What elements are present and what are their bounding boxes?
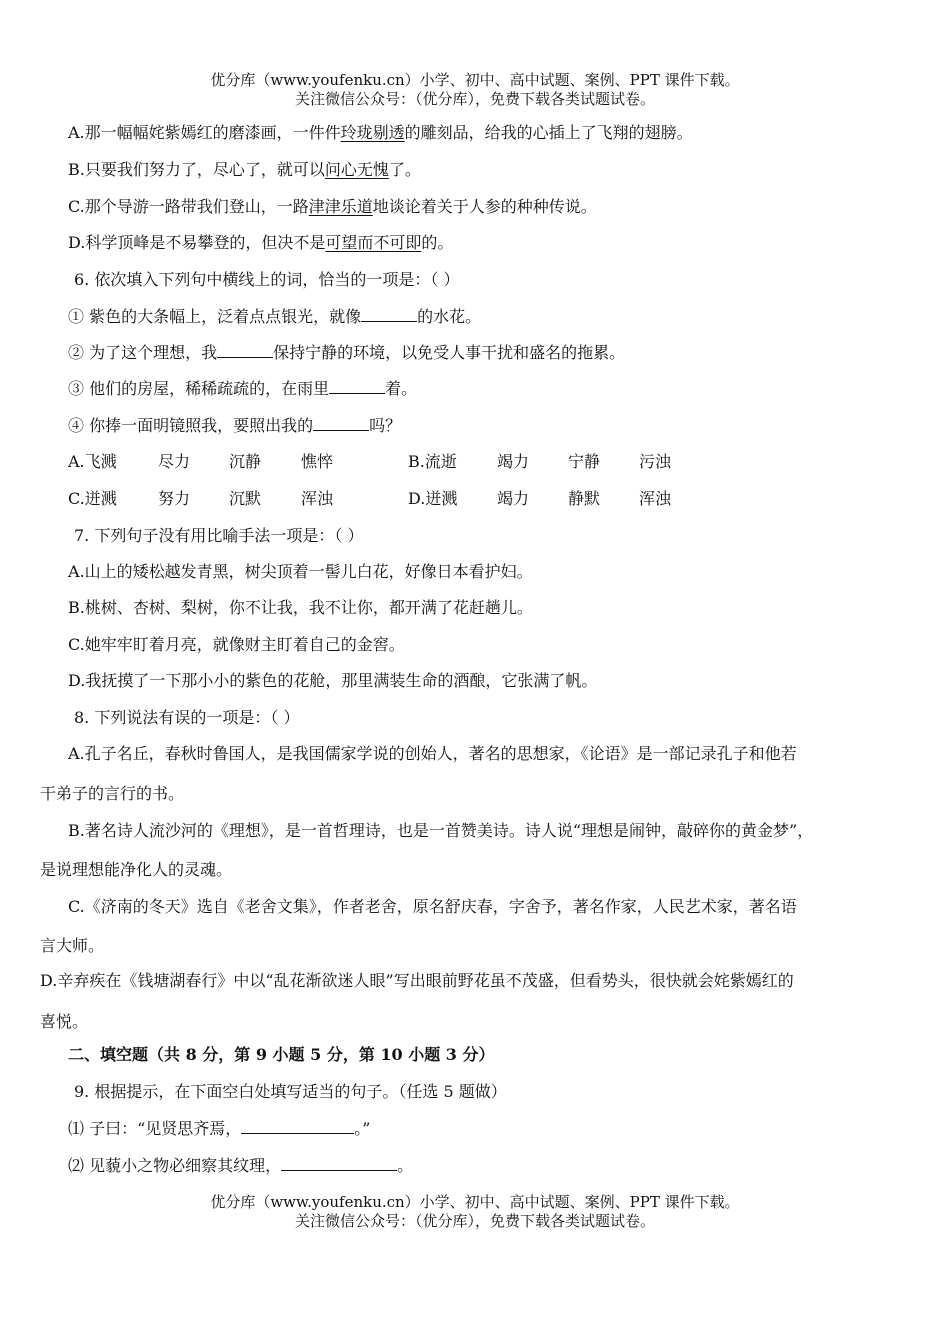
q6-option-b-word-3: 宁静 (568, 452, 601, 471)
q5-a-underlined: 玲珑剔透 (340, 123, 405, 142)
q6-sentence-4 (68, 415, 401, 437)
q8-option-c-line-1[interactable]: C.《济南的冬天》选自《老舍文集》，作者老舍，原名舒庆春，字舍予，著名作家，人民艺术家，著名语 (68, 897, 797, 916)
q6-s2-text: ② 为了这个理想，我 (68, 343, 218, 362)
q8-option-b-line-2: 是说理想能净化人的灵魂。 (40, 860, 233, 879)
q9-item-1 (68, 1118, 370, 1140)
q6-option-b-word-4: 污浊 (639, 452, 672, 471)
footer-line-2: 关注微信公众号：（优分库），免费下载各类试题试卷。 (294, 1212, 655, 1230)
q8-option-d-line-2: 喜悦。 (40, 1012, 89, 1031)
q9-i1-text-end: 。” (354, 1119, 371, 1138)
q7-option-c[interactable]: C.她牢牢盯着月亮，就像财主盯着自己的金窖。 (68, 635, 405, 654)
q9-stem: 9. 根据提示，在下面空白处填写适当的句子。（任选 5 题做） (74, 1082, 507, 1101)
q6-s2-blank[interactable] (217, 342, 273, 358)
q5-option-b (68, 159, 421, 181)
q8-option-a-line-1[interactable]: A.孔子名丘，春秋时鲁国人，是我国儒家学说的创始人，著名的思想家，《论语》是一部记录孔子和他若 (68, 744, 797, 763)
q7-stem: 7. 下列句子没有用比喻手法一项是：（ ） (74, 526, 364, 545)
q5-c-text-end: 地谈论着关于人参的种种传说。 (372, 197, 597, 216)
page-footer (0, 1193, 950, 1231)
q5-d-text: D.科学顶峰是不易攀登的，但决不是 (68, 233, 326, 252)
q6-option-d-word-2: 竭力 (497, 489, 530, 508)
q8-option-d-line-1[interactable]: D.辛弃疾在《钱塘湖春行》中以“乱花渐欲迷人眼”写出眼前野花虽不茂盛，但看势头，很快就会姹紫嫣红的 (40, 971, 794, 990)
q6-s4-text: ④ 你捧一面明镜照我，要照出我的 (68, 416, 314, 435)
q6-stem: 6. 依次填入下列句中横线上的词，恰当的一项是：（ ） (74, 270, 460, 289)
q5-b-text-end: 了。 (388, 160, 421, 179)
q6-s3-blank[interactable] (329, 378, 385, 394)
q6-sentence-3 (68, 378, 417, 400)
q5-option-a (68, 122, 693, 144)
q6-s1-text-end: 的水花。 (417, 307, 482, 326)
q6-option-c-word-4: 浑浊 (301, 489, 334, 508)
q6-option-a-word-2: 尽力 (158, 452, 191, 471)
q7-option-b[interactable]: B.桃树、杏树、梨树，你不让我，我不让你，都开满了花赶趟儿。 (68, 598, 533, 617)
q5-a-text: A.那一幅幅姹紫嫣红的磨漆画，一件件 (68, 123, 341, 142)
q5-option-d (68, 232, 453, 254)
q6-sentence-1 (68, 306, 481, 328)
q6-option-b-label[interactable]: B.流逝 (408, 452, 457, 471)
q5-c-text: C.那个导游一路带我们登山，一路 (68, 197, 309, 216)
header-line-1: 优分库（www.youfenku.cn）小学、初中、高中试题、案例、PPT 课件下载。 (210, 71, 740, 89)
q6-option-b-word-2: 竭力 (497, 452, 530, 471)
q8-option-b-line-1[interactable]: B.著名诗人流沙河的《理想》，是一首哲理诗，也是一首赞美诗。诗人说“理想是闹钟，敲碎你的黄金梦”， (68, 821, 814, 840)
q6-s4-text-end: 吗？ (369, 416, 402, 435)
q6-sentence-2 (68, 342, 625, 364)
q6-option-a-word-3: 沉静 (229, 452, 262, 471)
q7-option-a[interactable]: A.山上的矮松越发青黑，树尖顶着一髻儿白花，好像日本看护妇。 (68, 562, 533, 581)
q9-i2-text: ⑵ 见藐小之物必细察其纹理， (68, 1156, 282, 1175)
q6-option-a-word-4: 憔悴 (301, 452, 334, 471)
q7-option-d[interactable]: D.我抚摸了一下那小小的紫色的花舱，那里满装生命的酒酿，它张满了帆。 (68, 671, 598, 690)
q6-s3-text-end: 着。 (385, 379, 418, 398)
q8-option-a-line-2: 干弟子的言行的书。 (40, 784, 185, 803)
q5-d-text-end: 的。 (421, 233, 454, 252)
q9-i1-text: ⑴ 子曰：“见贤思齐焉， (68, 1119, 242, 1138)
section-2-title: 二、填空题（共 8 分，第 9 小题 5 分，第 10 小题 3 分） (68, 1045, 495, 1064)
q6-s1-blank[interactable] (361, 306, 417, 322)
q5-option-c (68, 196, 597, 218)
page-header (0, 71, 950, 109)
q5-b-text: B.只要我们努力了，尽心了，就可以 (68, 160, 325, 179)
q8-option-c-line-2: 言大师。 (40, 936, 105, 955)
q6-option-a-label[interactable]: A.飞溅 (68, 452, 117, 471)
q6-option-d-word-3: 静默 (568, 489, 601, 508)
q6-s4-blank[interactable] (313, 415, 369, 431)
q5-b-underlined: 问心无愧 (324, 160, 389, 179)
q6-option-c-word-3: 沉默 (229, 489, 262, 508)
q9-i1-blank[interactable] (241, 1118, 354, 1134)
q6-option-d-word-4: 浑浊 (639, 489, 672, 508)
header-line-2: 关注微信公众号：（优分库），免费下载各类试题试卷。 (294, 90, 655, 108)
q6-s3-text: ③ 他们的房屋，稀稀疏疏的，在雨里 (68, 379, 330, 398)
q9-i2-text-end: 。 (397, 1156, 414, 1175)
q6-option-c-label[interactable]: C.迸溅 (68, 489, 117, 508)
q9-item-2 (68, 1155, 413, 1177)
q6-s2-text-end: 保持宁静的环境，以免受人事干扰和盛名的拖累。 (273, 343, 626, 362)
q8-stem: 8. 下列说法有误的一项是：（ ） (74, 708, 300, 727)
q5-c-underlined: 津津乐道 (308, 197, 373, 216)
q5-d-underlined: 可望而不可即 (325, 233, 422, 252)
q6-option-c-word-2: 努力 (158, 489, 191, 508)
q6-s1-text: ① 紫色的大条幅上，泛着点点银光，就像 (68, 307, 362, 326)
q6-option-d-label[interactable]: D.迸溅 (408, 489, 458, 508)
footer-line-1: 优分库（www.youfenku.cn）小学、初中、高中试题、案例、PPT 课件下载。 (210, 1193, 740, 1211)
q9-i2-blank[interactable] (281, 1155, 397, 1171)
q5-a-text-end: 的雕刻品，给我的心插上了飞翔的翅膀。 (404, 123, 693, 142)
